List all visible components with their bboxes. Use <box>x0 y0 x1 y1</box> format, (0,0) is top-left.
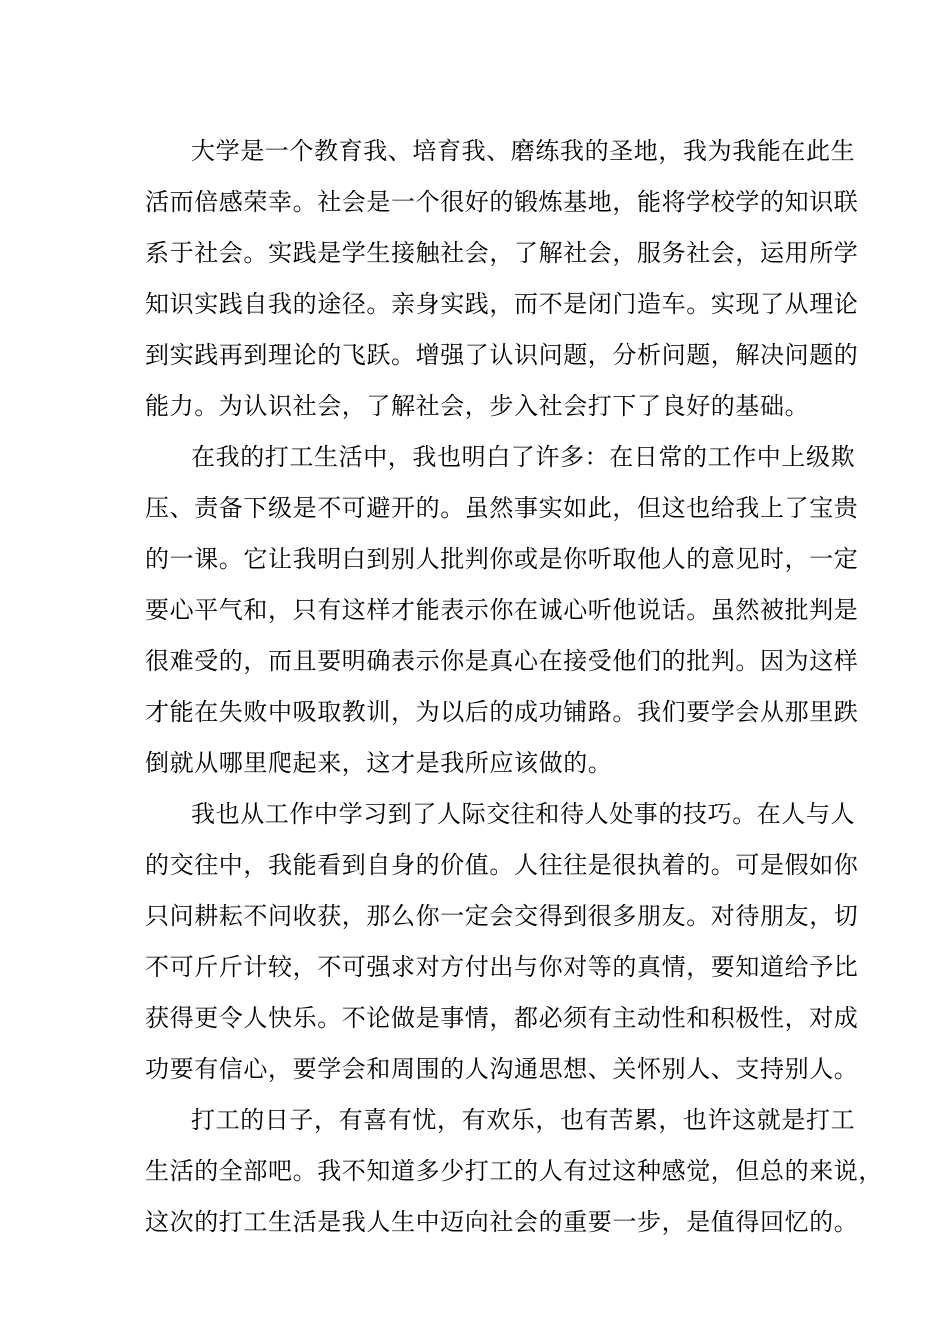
text-line: 在我的打工生活中，我也明白了许多：在日常的工作中上级欺 <box>191 443 856 471</box>
text-line: 这次的打工生活是我人生中迈向社会的重要一步，是值得回忆的。 <box>145 1208 859 1236</box>
paragraph-1 <box>145 126 859 432</box>
document-body <box>145 126 883 1248</box>
paragraph-3 <box>145 789 859 1095</box>
text-line: 的交往中，我能看到自身的价值。人往往是很执着的。可是假如你 <box>145 851 859 879</box>
text-line: 只问耕耘不问收获，那么你一定会交得到很多朋友。对待朋友，切 <box>145 902 859 930</box>
text-line: 压、责备下级是不可避开的。虽然事实如此，但这也给我上了宝贵 <box>145 494 859 522</box>
text-line: 很难受的，而且要明确表示你是真心在接受他们的批判。因为这样 <box>145 647 859 675</box>
text-line: 能力。为认识社会，了解社会，步入社会打下了良好的基础。 <box>145 392 810 420</box>
text-line: 生活的全部吧。我不知道多少打工的人有过这种感觉，但总的来说， <box>145 1157 883 1185</box>
text-line: 不可斤斤计较，不可强求对方付出与你对等的真情，要知道给予比 <box>145 953 859 981</box>
text-line: 系于社会。实践是学生接触社会，了解社会，服务社会，运用所学 <box>145 239 859 267</box>
text-line: 打工的日子，有喜有忧，有欢乐，也有苦累，也许这就是打工 <box>191 1106 856 1134</box>
text-line: 的一课。它让我明白到别人批判你或是你听取他人的意见时，一定 <box>145 545 859 573</box>
text-line: 获得更令人快乐。不论做是事情，都必须有主动性和积极性，对成 <box>145 1004 859 1032</box>
text-line: 我也从工作中学习到了人际交往和待人处事的技巧。在人与人 <box>191 800 856 828</box>
text-line: 倒就从哪里爬起来，这才是我所应该做的。 <box>145 749 613 777</box>
text-line: 要心平气和，只有这样才能表示你在诚心听他说话。虽然被批判是 <box>145 596 859 624</box>
text-line: 知识实践自我的途径。亲身实践，而不是闭门造车。实现了从理论 <box>145 290 859 318</box>
text-line: 活而倍感荣幸。社会是一个很好的锻炼基地，能将学校学的知识联 <box>145 188 859 216</box>
paragraph-4 <box>145 1095 883 1248</box>
text-line: 才能在失败中吸取教训，为以后的成功铺路。我们要学会从那里跌 <box>145 698 859 726</box>
text-line: 大学是一个教育我、培育我、磨练我的圣地，我为我能在此生 <box>191 137 856 165</box>
text-line: 功要有信心，要学会和周围的人沟通思想、关怀别人、支持别人。 <box>145 1055 859 1083</box>
paragraph-2 <box>145 432 859 789</box>
text-line: 到实践再到理论的飞跃。增强了认识问题，分析问题，解决问题的 <box>145 341 859 369</box>
